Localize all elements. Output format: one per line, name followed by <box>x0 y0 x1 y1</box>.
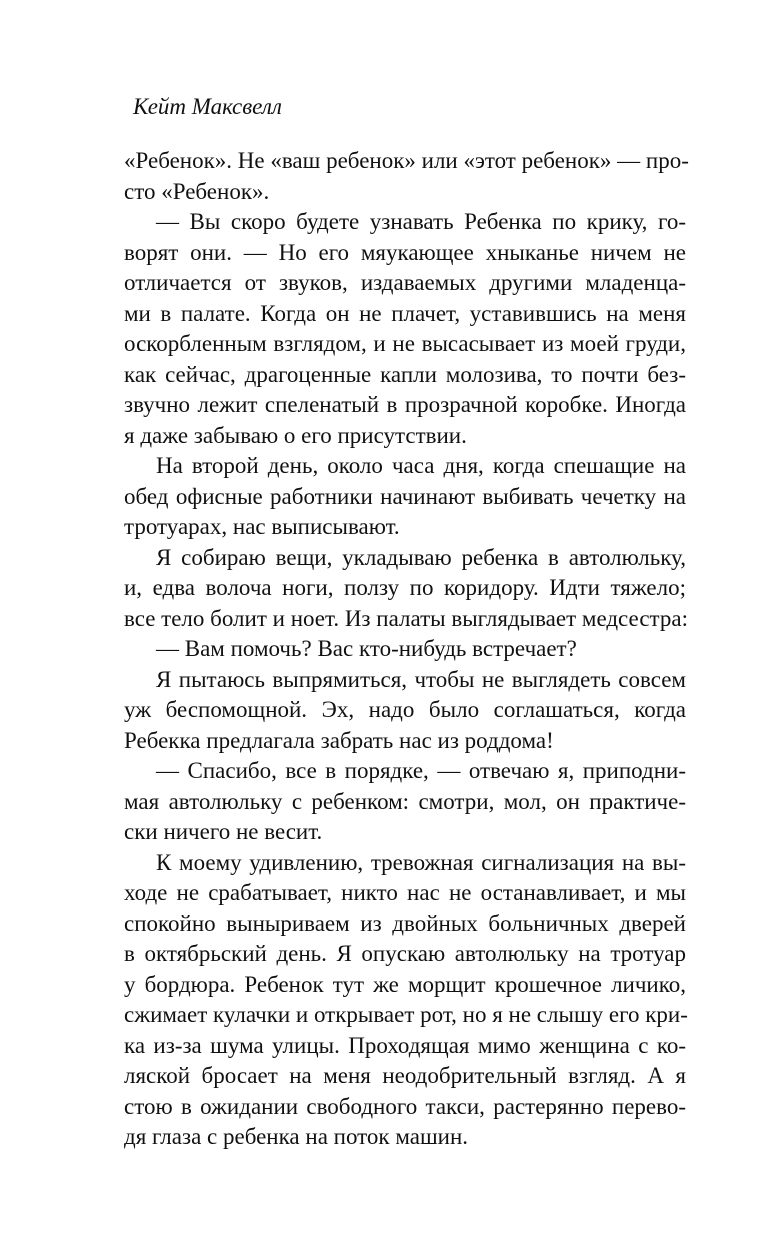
text-line: сто «Ребенок». <box>124 178 270 204</box>
text-line: ми в палате. Когда он не плачет, уставившись на меня <box>124 300 686 326</box>
text-line: обед офисные работники начинают выбивать чечетку на <box>124 483 686 509</box>
text-line: спокойно выныриваем из двойных больничных дверей <box>124 910 686 936</box>
text-line: как сейчас, драгоценные капли молозива, то почти без- <box>124 361 686 387</box>
text-line: К моему удивлению, тревожная сигнализация на вы- <box>156 849 686 875</box>
text-line: и, едва волоча ноги, ползу по коридору. Идти тяжело; <box>124 575 686 600</box>
text-line: тротуарах, нас выписывают. <box>124 514 400 539</box>
text-line: ляской бросает на меня неодобрительный взгляд. А я <box>124 1063 686 1088</box>
text-line: ходе не срабатывает, никто нас не останавливает, и мы <box>124 880 686 905</box>
text-line: ворят они. — Но его мяукающее хныканье ничем не <box>124 239 686 265</box>
text-line: ка из-за шума улицы. Проходящая мимо женщина с ко- <box>124 1032 686 1058</box>
text-line: я даже забываю о его присутствии. <box>124 422 467 448</box>
text-line: «Ребенок». Не «ваш ребенок» или «этот ребенок» — про- <box>124 148 689 173</box>
text-line: — Спасибо, все в порядке, — отвечаю я, приподни- <box>156 758 686 783</box>
text-line: все тело болит и ноет. Из палаты выглядывает медсестра: <box>124 605 688 631</box>
text-line: у бордюра. Ребенок тут же морщит крошечное личико, <box>124 971 686 997</box>
text-line: ски ничего не весит. <box>124 819 323 844</box>
text-line: дя глаза с ребенка на поток машин. <box>124 1124 469 1149</box>
text-line: звучно лежит спеленатый в прозрачной коробке. Иногда <box>124 392 686 417</box>
text-line: Ребекка предлагала забрать нас из роддома! <box>124 727 554 753</box>
text-line: стою в ожидании свободного такси, растерянно перево- <box>124 1093 686 1119</box>
text-line: мая автолюльку с ребенком: смотри, мол, он практиче- <box>124 788 686 814</box>
text-line: Я собираю вещи, укладываю ребенка в автолюльку, <box>156 544 686 570</box>
text-line: в октябрьский день. Я опускаю автолюльку на тротуар <box>124 941 686 966</box>
text-line: сжимает кулачки и открывает рот, но я не слышу его кри- <box>124 1002 688 1027</box>
text-line: отличается от звуков, издаваемых другими младенца- <box>124 270 686 295</box>
text-line: уж беспомощной. Эх, надо было соглашаться, когда <box>124 697 686 722</box>
text-line: — Вы скоро будете узнавать Ребенка по крику, го- <box>156 209 686 234</box>
body-text <box>124 146 689 1153</box>
text-line: — Вам помочь? Вас кто-нибудь встречает? <box>156 636 577 661</box>
text-line: Я пытаюсь выпрямиться, чтобы не выглядеть совсем <box>156 666 686 692</box>
running-header: Кейт Максвелл <box>133 94 282 119</box>
text-line: На второй день, около часа дня, когда спешащие на <box>156 453 686 478</box>
text-line: оскорбленным взглядом, и не высасывает из моей груди, <box>124 331 686 356</box>
